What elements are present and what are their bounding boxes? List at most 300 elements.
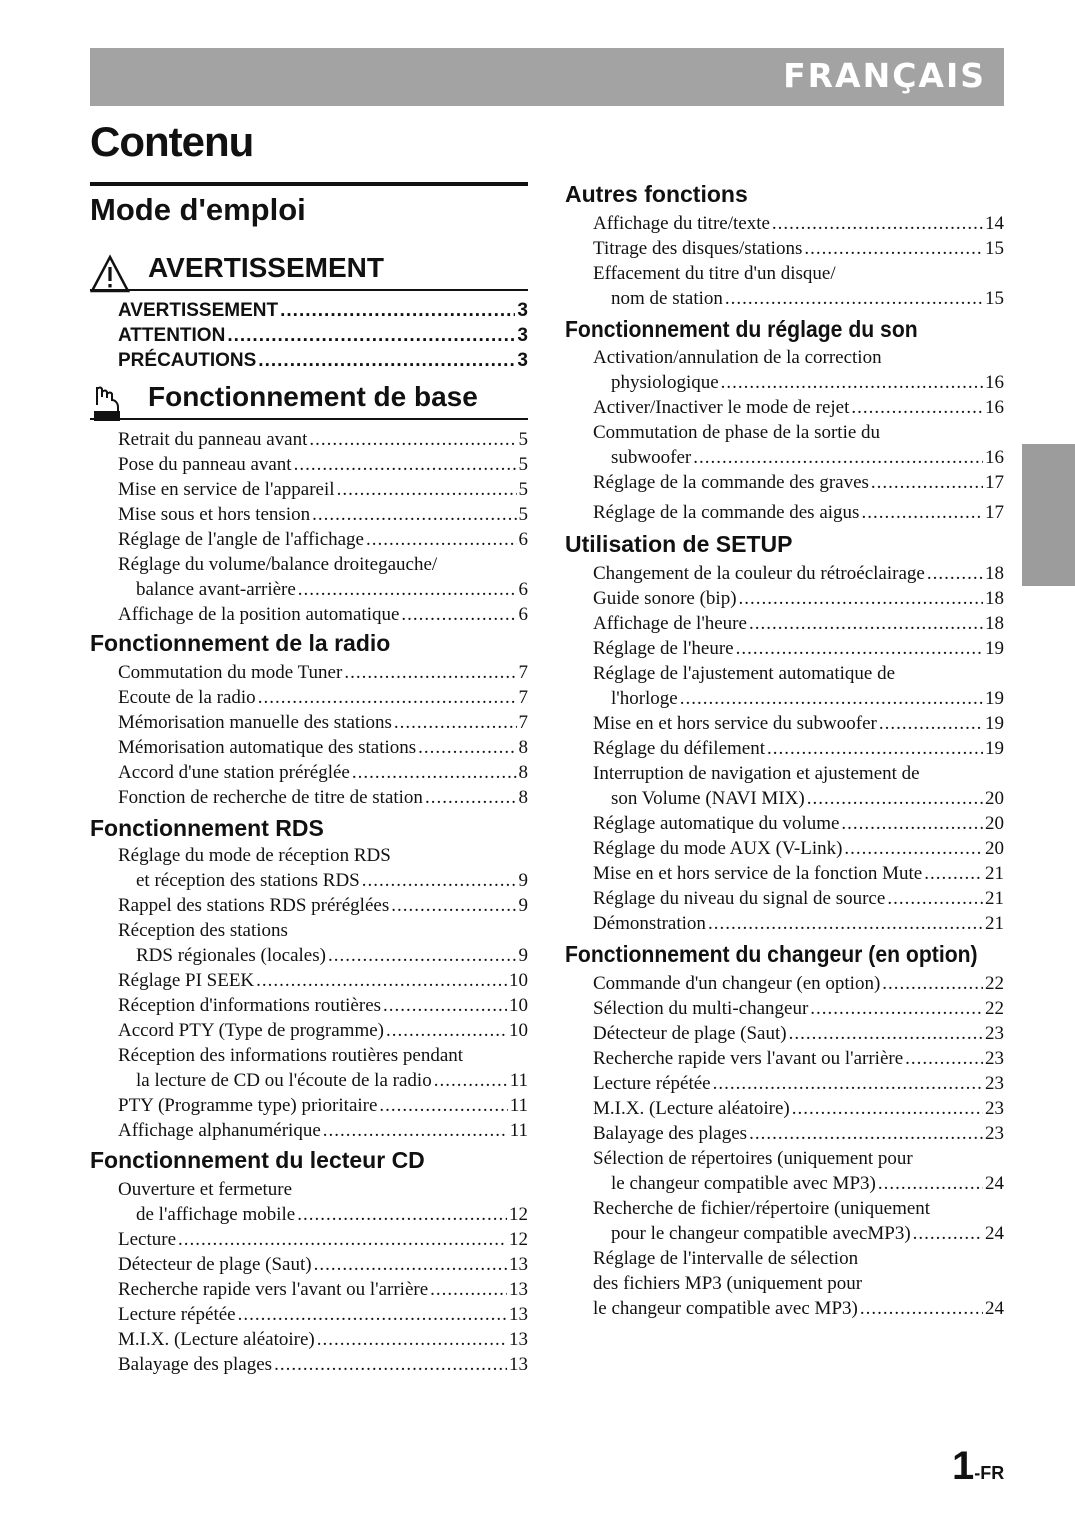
toc-entry [593,886,1004,911]
toc-dot-leader [317,1327,507,1352]
toc-dot-leader [721,370,983,395]
toc-entry-page: 20 [985,838,1004,859]
toc-dot-leader [680,686,983,711]
toc-entry-page: 9 [518,945,528,966]
toc-entry-page: 5 [518,429,528,450]
toc-entry-page: 10 [509,995,528,1016]
toc-entry-page: 22 [985,973,1004,994]
toc-entry [118,735,528,760]
toc-entry-label: Réglage de l'heure [593,638,734,659]
toc-entry-page: 24 [985,1223,1004,1244]
toc-entry [593,1071,1004,1096]
toc-entry [593,786,1004,811]
toc-entry [118,452,528,477]
toc-entry [118,298,528,323]
section-heading-setup: Utilisation de SETUP [565,531,793,557]
pointing-hand-icon [90,383,130,423]
toc-entry-page: 23 [985,1023,1004,1044]
toc-entry [118,918,528,943]
toc-entry [593,761,1004,786]
toc-dot-leader [810,996,983,1021]
title-rule [90,182,528,186]
toc-entry-label: Guide sonore (bip) [593,588,737,609]
toc-entry-page: 9 [518,895,528,916]
toc-entry-page: 23 [985,1123,1004,1144]
toc-entry-label: Accord d'une station préréglée [118,762,350,783]
toc-entry-label: Lecture [118,1229,177,1250]
toc-dot-leader [425,785,517,810]
toc-entry-label: Réglage du mode de réception RDS [118,845,391,866]
toc-entry-page: 21 [985,888,1004,909]
section-heading-rds: Fonctionnement RDS [90,815,324,841]
toc-dot-leader [328,943,517,968]
toc-dot-leader [851,395,983,420]
toc-entries-cd [118,1177,528,1377]
toc-dot-leader [430,1277,507,1302]
toc-entry-label: Retrait du panneau avant [118,429,308,450]
toc-entry [118,1352,528,1377]
toc-dot-leader [708,911,983,936]
toc-entry-label: pour le changeur compatible avecMP3) [611,1223,911,1244]
toc-dot-leader [227,323,515,348]
toc-entry-page: 13 [509,1304,528,1325]
toc-dot-leader [792,1096,983,1121]
toc-dot-leader [352,760,517,785]
toc-dot-leader [401,602,516,627]
toc-entry [118,760,528,785]
toc-entry-page: 13 [509,1279,528,1300]
toc-entry-page: 7 [518,687,528,708]
toc-entry-page: 19 [985,638,1004,659]
section-title: AVERTISSEMENT [148,252,384,283]
toc-entry [593,236,1004,261]
toc-entry-page: 13 [509,1354,528,1375]
toc-entry-label: Réception des informations routières pendant [118,1045,464,1066]
toc-entry-page: 19 [985,688,1004,709]
toc-dot-leader [379,1093,507,1118]
toc-entry [118,1252,528,1277]
toc-entry [118,1302,528,1327]
toc-entry-label: Interruption de navigation et ajustement de [593,763,920,784]
toc-entry-label: subwoofer [611,447,692,468]
toc-entry [593,811,1004,836]
toc-entry [118,968,528,993]
toc-entry-label: RDS régionales (locales) [136,945,326,966]
toc-entry-page: 11 [509,1120,528,1141]
toc-entry-page: 20 [985,788,1004,809]
toc-dot-leader [882,971,983,996]
toc-entry-page: 19 [985,713,1004,734]
toc-entry-label: des fichiers MP3 (uniquement pour [593,1273,863,1294]
toc-dot-leader [386,1018,507,1043]
toc-entry-page: 3 [517,325,528,346]
toc-entry-label: Réglage de la commande des aigus [593,502,860,523]
section-underline [90,418,528,420]
toc-entry-label: Réception d'informations routières [118,995,382,1016]
toc-entry-label: PTY (Programme type) prioritaire [118,1095,378,1116]
toc-entry-page: 21 [985,863,1004,884]
toc-entry-label: Lecture répétée [118,1304,236,1325]
toc-entry-page: 12 [509,1229,528,1250]
toc-entries-rds [118,843,528,1143]
toc-entry-label: de l'affichage mobile [136,1204,296,1225]
toc-entry [593,611,1004,636]
toc-entry-page: 10 [509,1020,528,1041]
toc-dot-leader [905,1046,983,1071]
toc-entry [118,602,528,627]
toc-entry-label: Commande d'un changeur (en option) [593,973,881,994]
toc-entry-page: 15 [985,288,1004,309]
toc-entry-label: Titrage des disques/stations [593,238,803,259]
toc-entry-label: Mise en service de l'appareil [118,479,335,500]
toc-dot-leader [298,577,517,602]
toc-dot-leader [312,502,516,527]
toc-dot-leader [736,636,983,661]
toc-dot-leader [258,348,515,373]
toc-entry [593,1171,1004,1196]
toc-entry [118,323,528,348]
toc-entry [118,527,528,552]
toc-entry [593,996,1004,1021]
toc-entry-page: 6 [518,529,528,550]
toc-entry [593,561,1004,586]
toc-dot-leader [394,710,517,735]
toc-entry-page: 17 [985,502,1004,523]
toc-entry-page: 24 [985,1298,1004,1319]
toc-entry [593,395,1004,420]
toc-dot-leader [297,1202,507,1227]
toc-dot-leader [383,993,507,1018]
toc-entry-page: 18 [985,588,1004,609]
toc-entry-label: le changeur compatible avec MP3) [611,1173,876,1194]
toc-entry [593,420,1004,445]
toc-entry [118,1202,528,1227]
toc-entry-label: Activer/Inactiver le mode de rejet [593,397,850,418]
toc-entry [593,345,1004,370]
toc-entry-label: Mémorisation manuelle des stations [118,712,392,733]
toc-entry-page: 5 [518,454,528,475]
toc-dot-leader [309,427,516,452]
toc-entry-page: 6 [518,579,528,600]
toc-dot-leader [274,1352,507,1377]
toc-entry [118,502,528,527]
toc-dot-leader [238,1302,507,1327]
toc-entry-label: AVERTISSEMENT [118,300,279,321]
toc-entry-label: Commutation du mode Tuner [118,662,343,683]
toc-entry [118,1277,528,1302]
toc-dot-leader [713,1071,983,1096]
toc-entry [593,971,1004,996]
toc-entry [593,1021,1004,1046]
toc-entry-label: Recherche rapide vers l'avant ou l'arrière [593,1048,904,1069]
toc-entry-page: 5 [518,504,528,525]
toc-entry [593,500,1004,525]
toc-entry [593,1271,1004,1296]
toc-entry-label: physiologique [611,372,719,393]
toc-entry [593,911,1004,936]
toc-entry-page: 18 [985,563,1004,584]
toc-entry-label: Recherche de fichier/répertoire (uniquement [593,1198,931,1219]
section-heading-radio: Fonctionnement de la radio [90,630,391,656]
toc-entry-label: l'horloge [611,688,678,709]
section-title: Fonctionnement de base [148,381,478,412]
page-number [952,1444,1004,1489]
toc-entry-page: 12 [509,1204,528,1225]
toc-entry-label: la lecture de CD ou l'écoute de la radio [136,1070,432,1091]
toc-entry-label: Démonstration [593,913,706,934]
toc-entry [118,893,528,918]
toc-dot-leader [693,445,983,470]
toc-dot-leader [749,611,983,636]
toc-entry [593,1046,1004,1071]
toc-entry-label: Affichage de la position automatique [118,604,400,625]
toc-entry-label: Réglage de la commande des graves [593,472,869,493]
toc-entry-page: 23 [985,1048,1004,1069]
toc-entry-page: 21 [985,913,1004,934]
toc-entry-page: 16 [985,397,1004,418]
toc-entry-label: Recherche rapide vers l'avant ou l'arrière [118,1279,429,1300]
toc-entry-label: Mise sous et hors tension [118,504,311,525]
toc-entry-label: Mémorisation automatique des stations [118,737,417,758]
toc-dot-leader [294,452,517,477]
toc-entry [593,1146,1004,1171]
toc-entry-label: balance avant-arrière [136,579,296,600]
toc-entry-label: Réglage du volume/balance droitegauche/ [118,554,438,575]
toc-entry [593,686,1004,711]
toc-entry-label: Mise en et hors service de la fonction Mute [593,863,923,884]
toc-entry-label: Réglage PI SEEK [118,970,255,991]
toc-entry-page: 8 [518,787,528,808]
toc-entry [593,370,1004,395]
toc-entry-label: Réglage du niveau du signal de source [593,888,886,909]
toc-entry [118,1118,528,1143]
toc-dot-leader [860,1296,983,1321]
toc-entry [593,286,1004,311]
toc-entry-page: 18 [985,613,1004,634]
toc-entry-page: 13 [509,1254,528,1275]
toc-entry-page: 9 [518,870,528,891]
toc-entry-label: Balayage des plages [593,1123,748,1144]
toc-dot-leader [739,586,983,611]
toc-entry [593,636,1004,661]
toc-entry-label: Détecteur de plage (Saut) [118,1254,312,1275]
toc-entry [593,1121,1004,1146]
section-heading-cd: Fonctionnement du lecteur CD [90,1147,425,1173]
toc-dot-leader [804,236,983,261]
toc-entry-label: Réglage de l'intervalle de sélection [593,1248,859,1269]
toc-entry-label: nom de station [611,288,723,309]
toc-entry [118,1177,528,1202]
toc-entry-page: 14 [985,213,1004,234]
toc-entry-label: Accord PTY (Type de programme) [118,1020,384,1041]
section-heading-other: Autres fonctions [565,181,748,207]
toc-entry [593,711,1004,736]
toc-entries-warning [118,298,528,373]
toc-dot-leader [878,1171,983,1196]
toc-entry [593,261,1004,286]
toc-entry-page: 13 [509,1329,528,1350]
toc-entry-label: Affichage du titre/texte [593,213,770,234]
toc-entry-page: 7 [518,662,528,683]
toc-entry [593,211,1004,236]
toc-entry [118,660,528,685]
toc-entry-page: 5 [518,479,528,500]
toc-dot-leader [434,1068,508,1093]
toc-entry [593,1096,1004,1121]
toc-entry-page: 7 [518,712,528,733]
warning-triangle-icon [90,254,130,294]
page-title: Contenu [90,118,254,165]
toc-dot-leader [887,886,983,911]
toc-entry [118,1093,528,1118]
toc-entry-page: 10 [509,970,528,991]
toc-entry-page: 15 [985,238,1004,259]
toc-entry-label: Réception des stations [118,920,288,941]
toc-dot-leader [314,1252,507,1277]
toc-entry [593,861,1004,886]
toc-entry [118,785,528,810]
toc-dot-leader [366,527,517,552]
toc-entry-page: 11 [509,1095,528,1116]
toc-entry [593,736,1004,761]
toc-dot-leader [178,1227,507,1252]
toc-entry-label: Affichage de l'heure [593,613,747,634]
toc-entry [593,1296,1004,1321]
toc-entry-label: Sélection de répertoires (uniquement pour [593,1148,913,1169]
toc-entry-page: 20 [985,813,1004,834]
toc-entry-label: Réglage de l'ajustement automatique de [593,663,896,684]
toc-entry [593,445,1004,470]
toc-entry-label: M.I.X. (Lecture aléatoire) [118,1329,315,1350]
toc-entry [118,1018,528,1043]
toc-entry-page: 8 [518,737,528,758]
toc-entry-label: Réglage du mode AUX (V-Link) [593,838,843,859]
toc-dot-leader [280,298,515,323]
language-banner [90,48,1004,106]
toc-dot-leader [844,836,983,861]
toc-entry [118,868,528,893]
section-title: Fonctionnement du changeur (en option) [565,941,978,967]
toc-entry-label: Réglage de l'angle de l'affichage [118,529,364,550]
toc-dot-leader [344,660,516,685]
toc-dot-leader [879,711,983,736]
toc-entry [118,348,528,373]
toc-entry-label: Activation/annulation de la correction [593,347,882,368]
toc-entry-page: 17 [985,472,1004,493]
toc-dot-leader [418,735,516,760]
toc-entry-page: 22 [985,998,1004,1019]
toc-entry-label: Changement de la couleur du rétroéclairage [593,563,925,584]
toc-entry [118,943,528,968]
toc-dot-leader [913,1221,983,1246]
toc-entry-label: Réglage automatique du volume [593,813,840,834]
toc-entry-label: son Volume (NAVI MIX) [611,788,805,809]
section-heading-changer [565,941,1013,968]
toc-entry [593,586,1004,611]
toc-entry [118,1068,528,1093]
toc-dot-leader [391,893,516,918]
toc-entries-sound [593,345,1004,525]
toc-dot-leader [767,736,983,761]
toc-entry-label: et réception des stations RDS [136,870,360,891]
toc-entry-label: Réglage du défilement [593,738,765,759]
toc-entry-label: ATTENTION [118,325,226,346]
toc-dot-leader [772,211,983,236]
toc-entry [118,993,528,1018]
toc-entry-page: 11 [509,1070,528,1091]
toc-entry-label: Affichage alphanumérique [118,1120,321,1141]
toc-entry [118,552,528,577]
toc-entry-label: Effacement du titre d'un disque/ [593,263,836,284]
toc-entry-label: Lecture répétée [593,1073,711,1094]
toc-entry-page: 6 [518,604,528,625]
toc-entry [593,836,1004,861]
toc-entry-label: Sélection du multi-changeur [593,998,809,1019]
toc-entry [118,577,528,602]
toc-entry [118,685,528,710]
section-title: Fonctionnement du réglage du son [565,316,918,342]
toc-entry-page: 16 [985,447,1004,468]
toc-entry-label: PRÉCAUTIONS [118,350,257,371]
toc-entry-label: Commutation de phase de la sortie du [593,422,881,443]
toc-entry [118,427,528,452]
toc-entries-setup [593,561,1004,936]
toc-entry-label: Balayage des plages [118,1354,273,1375]
toc-dot-leader [337,477,517,502]
toc-entries-basic [118,427,528,627]
toc-dot-leader [258,685,517,710]
toc-dot-leader [323,1118,508,1143]
toc-entry [118,1043,528,1068]
toc-entry-label: Pose du panneau avant [118,454,292,475]
toc-entry-label: le changeur compatible avec MP3) [593,1298,858,1319]
part-title: Mode d'emploi [90,192,306,227]
toc-entry-page: 19 [985,738,1004,759]
toc-entries-changer [593,971,1004,1321]
toc-entry [118,477,528,502]
toc-dot-leader [725,286,983,311]
toc-entry [118,710,528,735]
section-underline [90,289,528,291]
toc-entry-page: 16 [985,372,1004,393]
toc-entry [118,843,528,868]
section-tab-marker [1022,444,1075,586]
toc-entry-label: Ouverture et fermeture [118,1179,293,1200]
toc-dot-leader [789,1021,983,1046]
page-number-suffix: -FR [974,1463,1005,1483]
toc-entries-radio [118,660,528,810]
section-heading-sound [565,316,948,343]
toc-dot-leader [924,861,983,886]
toc-entry [118,1327,528,1352]
toc-entry-page: 23 [985,1098,1004,1119]
language-label: FRANÇAIS [783,56,986,95]
toc-entry [593,661,1004,686]
page-number-value: 1 [952,1444,975,1488]
toc-entry-page: 8 [518,762,528,783]
toc-dot-leader [871,470,983,495]
toc-entry-label: Ecoute de la radio [118,687,256,708]
toc-dot-leader [841,811,983,836]
toc-dot-leader [807,786,983,811]
toc-entry [118,1227,528,1252]
toc-entry-page: 23 [985,1073,1004,1094]
toc-entry [593,1196,1004,1221]
toc-dot-leader [861,500,983,525]
toc-entry [593,1246,1004,1271]
toc-entry-label: Mise en et hors service du subwoofer [593,713,877,734]
toc-dot-leader [927,561,983,586]
